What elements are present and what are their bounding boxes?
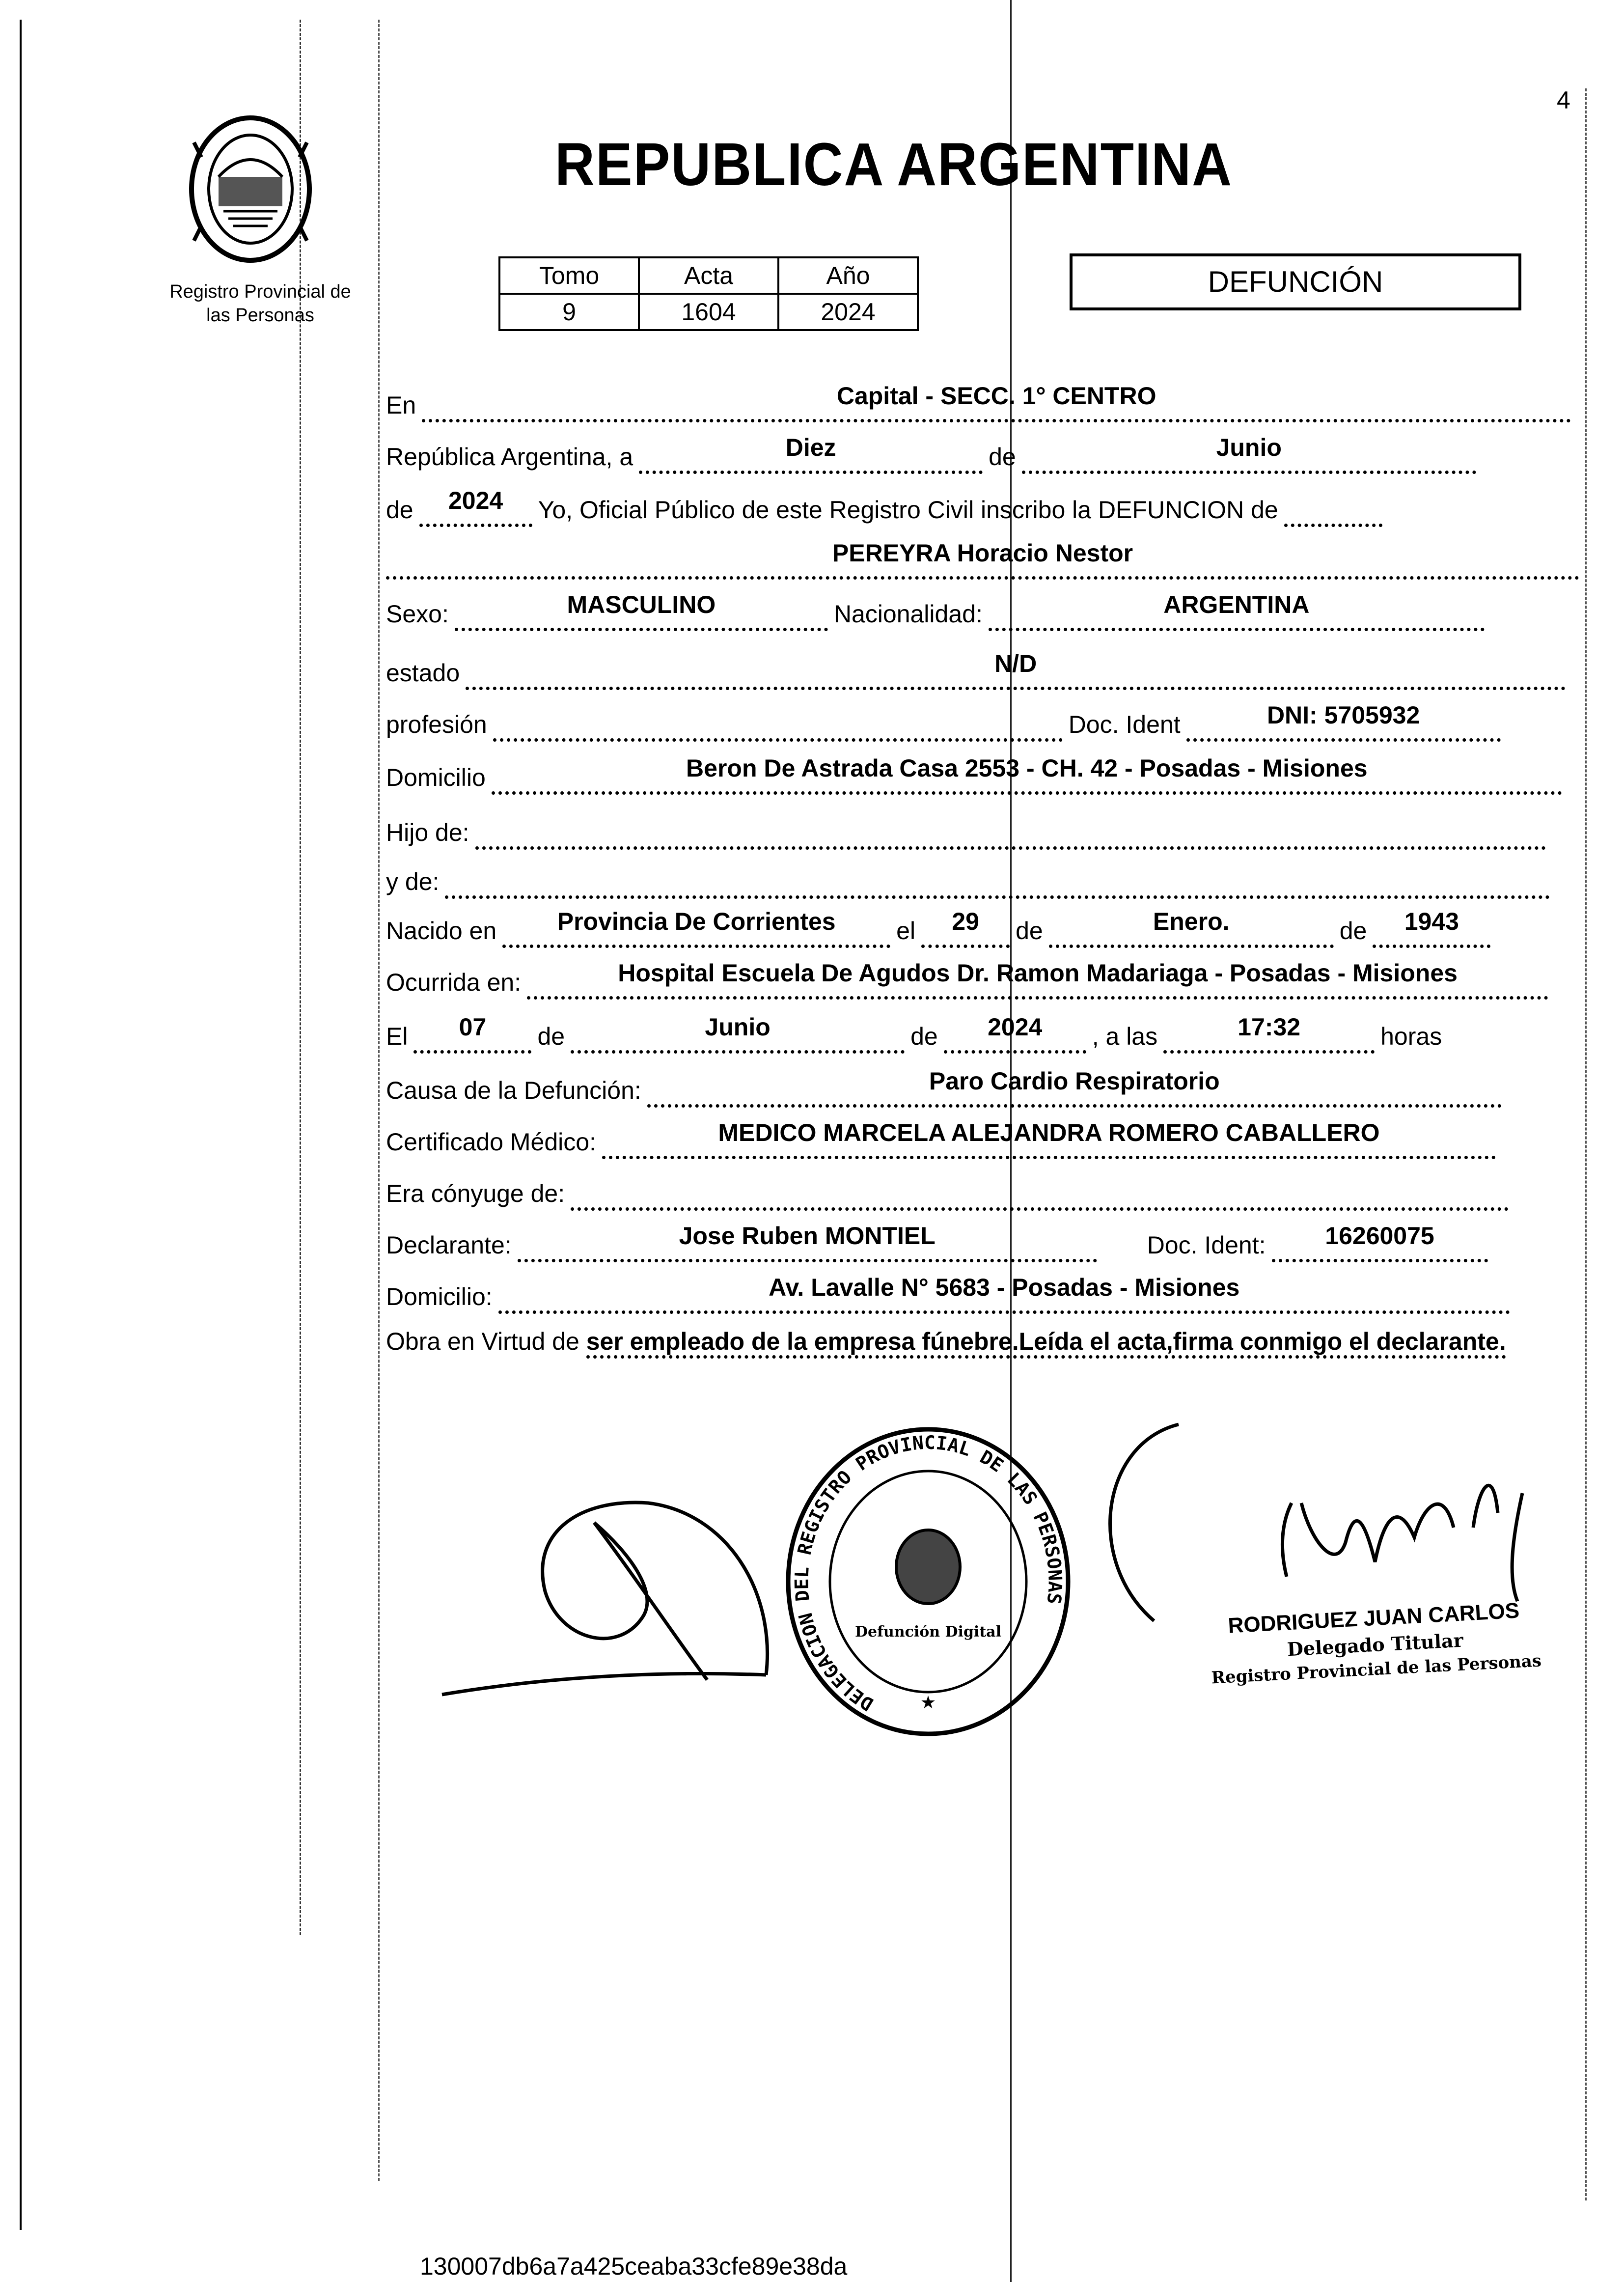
deceased-name-field: PEREYRA Horacio Nestor bbox=[386, 545, 1579, 580]
official-title: Delegado Titular bbox=[1286, 1629, 1464, 1661]
official-institution: Registro Provincial de las Personas bbox=[1211, 1651, 1542, 1688]
row-profesion bbox=[386, 701, 1507, 742]
row-certificado bbox=[386, 1119, 1502, 1159]
doc-ident-label: Doc. Ident bbox=[1068, 711, 1181, 738]
declarante-doc-field: 16260075 bbox=[1272, 1228, 1488, 1262]
row-nombre bbox=[386, 539, 1579, 580]
nacido-field: Provincia De Corrientes bbox=[502, 914, 890, 948]
certificado-label: Certificado Médico: bbox=[386, 1128, 596, 1156]
el-label: el bbox=[896, 917, 916, 945]
page-number: 4 bbox=[1557, 86, 1570, 114]
republica-label: República Argentina, a bbox=[386, 443, 633, 471]
death-year-field: 2024 bbox=[944, 1019, 1086, 1054]
declarant-signature bbox=[432, 1493, 776, 1709]
ocurrida-field: Hospital Escuela De Agudos Dr. Ramon Madariaga - Posadas - Misiones bbox=[527, 965, 1548, 1000]
birth-month-field: Enero. bbox=[1049, 914, 1334, 948]
El-label: El bbox=[386, 1023, 408, 1050]
declarante-doc-label: Doc. Ident: bbox=[1147, 1231, 1266, 1259]
birth-day-field: 29 bbox=[921, 914, 1010, 948]
inscribo-text: Yo, Oficial Público de este Registro Civil inscribo la DEFUNCION de bbox=[538, 496, 1278, 524]
record-type-box: DEFUNCIÓN bbox=[1070, 253, 1521, 310]
record-table-header bbox=[499, 257, 918, 294]
row-ocurrida bbox=[386, 959, 1548, 1000]
nacido-label: Nacido en bbox=[386, 917, 497, 945]
declarante-label: Declarante: bbox=[386, 1231, 512, 1259]
profesion-field bbox=[493, 707, 1063, 742]
declarante-field: Jose Ruben MONTIEL bbox=[518, 1228, 1097, 1262]
value-acta: 1604 bbox=[639, 294, 778, 330]
sexo-field: MASCULINO bbox=[455, 597, 828, 631]
sexo-label: Sexo: bbox=[386, 600, 449, 628]
official-name: RODRIGUEZ JUAN CARLOS bbox=[1227, 1598, 1520, 1638]
obra-field: ser empleado de la empresa fúnebre.Leída el acta,firma conmigo el declarante. bbox=[586, 1328, 1506, 1359]
record-table-values bbox=[499, 294, 918, 330]
hijo-field bbox=[475, 815, 1546, 850]
left-margin-border bbox=[378, 20, 380, 2181]
left-edge-line bbox=[20, 20, 22, 2230]
row-declarante bbox=[386, 1222, 1494, 1262]
star-icon: ★ bbox=[920, 1692, 936, 1712]
de-label: de bbox=[989, 443, 1016, 471]
yde-label: y de: bbox=[386, 868, 440, 895]
row-sexo bbox=[386, 591, 1490, 631]
death-day-field: 07 bbox=[413, 1019, 531, 1054]
estado-label: estado bbox=[386, 659, 460, 687]
declarante-domicilio-field: Av. Lavalle N° 5683 - Posadas - Misiones bbox=[498, 1280, 1510, 1314]
de-label: de bbox=[1016, 917, 1043, 945]
province-logo bbox=[184, 113, 317, 265]
row-domicilio bbox=[386, 754, 1568, 795]
row-inscribo bbox=[386, 487, 1388, 527]
month-field: Junio bbox=[1022, 440, 1476, 474]
header-acta: Acta bbox=[639, 257, 778, 294]
estado-field: N/D bbox=[466, 656, 1566, 690]
record-table bbox=[498, 256, 919, 331]
value-tomo: 9 bbox=[499, 294, 639, 330]
obra-en-virtud bbox=[386, 1321, 1584, 1362]
row-nacido bbox=[386, 908, 1496, 948]
birth-year-field: 1943 bbox=[1373, 914, 1490, 948]
header-tomo: Tomo bbox=[499, 257, 639, 294]
row-conyuge bbox=[386, 1176, 1514, 1211]
day-field: Diez bbox=[639, 440, 983, 474]
row-fecha bbox=[386, 434, 1482, 474]
death-time-field: 17:32 bbox=[1163, 1019, 1375, 1054]
registry-caption bbox=[147, 280, 373, 327]
profesion-label: profesión bbox=[386, 711, 487, 738]
page-title: REPUBLICA ARGENTINA bbox=[555, 130, 1233, 198]
caption-line1: Registro Provincial de bbox=[169, 281, 351, 302]
death-month-field: Junio bbox=[571, 1019, 905, 1054]
de-label: de bbox=[1339, 917, 1367, 945]
en-label: En bbox=[386, 391, 416, 419]
row-hijo bbox=[386, 815, 1552, 850]
certificado-field: MEDICO MARCELA ALEJANDRA ROMERO CABALLERO bbox=[602, 1125, 1496, 1159]
causa-field: Paro Cardio Respiratorio bbox=[647, 1073, 1502, 1108]
official-seal bbox=[781, 1424, 1075, 1749]
hijo-label: Hijo de: bbox=[386, 819, 469, 846]
conyuge-label: Era cónyuge de: bbox=[386, 1180, 565, 1207]
row-en bbox=[386, 382, 1577, 422]
conyuge-field bbox=[571, 1176, 1509, 1211]
header-ano: Año bbox=[778, 257, 918, 294]
caption-line2: las Personas bbox=[206, 305, 314, 326]
causa-label: Causa de la Defunción: bbox=[386, 1077, 641, 1104]
value-ano: 2024 bbox=[778, 294, 918, 330]
domicilio-label: Domicilio bbox=[386, 764, 486, 791]
row-causa bbox=[386, 1067, 1508, 1108]
seal-ring-text: DELEGACION DEL REGISTRO PROVINCIAL DE LAS PERSONAS bbox=[791, 1431, 1066, 1715]
inscribo-blank bbox=[1284, 493, 1382, 527]
declarante-domicilio-label: Domicilio: bbox=[386, 1283, 493, 1310]
de-label: de bbox=[910, 1023, 938, 1050]
row-declarante-domicilio bbox=[386, 1274, 1516, 1314]
row-fecha-defuncion bbox=[386, 1013, 1442, 1054]
document-hash: 130007db6a7a425ceaba33cfe89e38da bbox=[420, 2253, 848, 2280]
obra-label: Obra en Virtud de bbox=[386, 1328, 579, 1355]
row-estado bbox=[386, 650, 1571, 690]
domicilio-field: Beron De Astrada Casa 2553 - CH. 42 - Posadas - Misiones bbox=[492, 760, 1562, 795]
alas-label: , a las bbox=[1092, 1023, 1158, 1050]
en-field: Capital - SECC. 1° CENTRO bbox=[422, 388, 1571, 422]
seal-inner-text: Defunción Digital bbox=[854, 1623, 1002, 1641]
ocurrida-label: Ocurrida en: bbox=[386, 969, 522, 996]
nacionalidad-field: ARGENTINA bbox=[989, 597, 1485, 631]
doc-ident-field: DNI: 5705932 bbox=[1186, 707, 1501, 742]
horas-label: horas bbox=[1380, 1023, 1442, 1050]
year-field: 2024 bbox=[419, 493, 532, 527]
yde-field bbox=[445, 864, 1550, 899]
nacionalidad-label: Nacionalidad: bbox=[833, 600, 983, 628]
de-label: de bbox=[537, 1023, 565, 1050]
right-margin-border bbox=[1585, 88, 1587, 2200]
de-label: de bbox=[386, 496, 413, 524]
row-yde bbox=[386, 864, 1556, 899]
